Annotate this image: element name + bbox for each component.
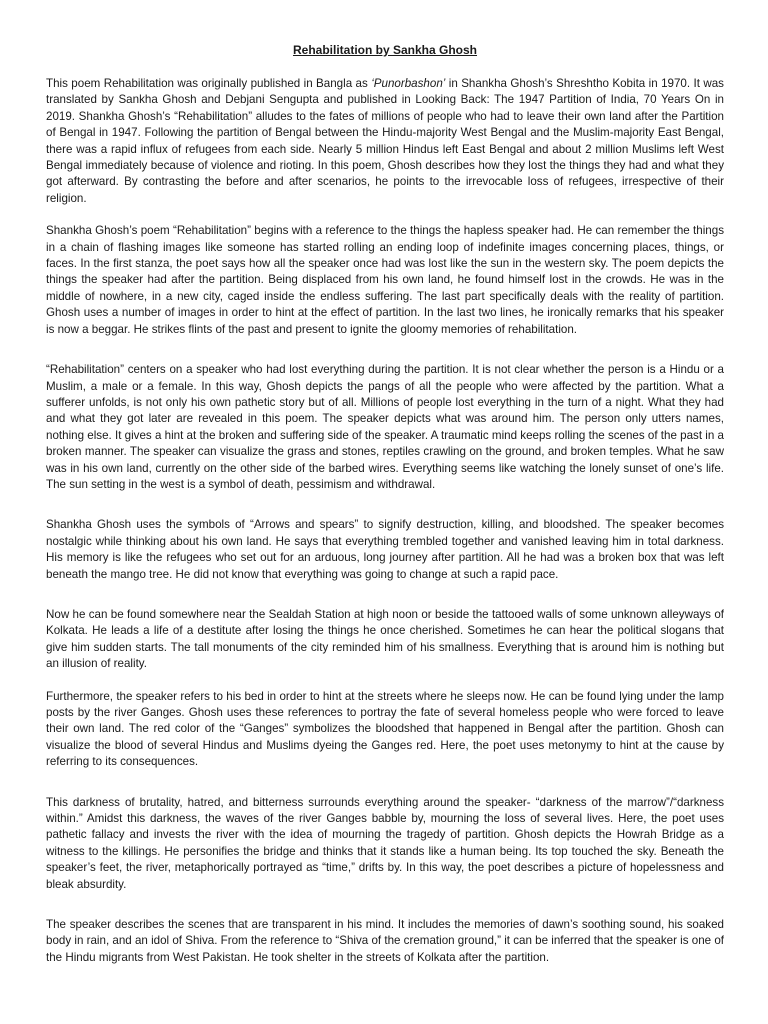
paragraph-5: Now he can be found somewhere near the Sealdah Station at high noon or beside the tattooed walls of some unknown alleyways of Kolkata. He leads a life of a destitute after losing the things he once cherished. Sometimes he can hear the political slogans that give him sudden starts. The tall monuments of the city reminded him of his smallness. Everything that is around him is nothing but an illusion of reality.	[46, 607, 724, 671]
paragraph-2: Shankha Ghosh’s poem “Rehabilitation” begins with a reference to the things the hapless speaker had. He can remember the things in a chain of flashing images like someone has started rolling an ending loop of indefinite images concerning places, things, or faces. In the first stanza, the poet says how all the speaker once had was lost like the sun in the western sky. The poem depicts the things the speaker had after the partition. Being displaced from his own land, he found himself lost in the crowds. He was in the middle of nowhere, in a new city, caged inside the endless suffering. The last part specifically deals with the reality of partition. Ghosh uses a number of images in order to hint at the effect of partition. In the last two lines, he ironically remarks that his speaker is now a beggar. He strikes flints of the past and present to ignite the gloomy memories of rehabilitation.	[46, 224, 724, 336]
paragraph-8: The speaker describes the scenes that are transparent in his mind. It includes the memories of dawn’s soothing sound, his soaked body in rain, and an idol of Shiva. From the reference to “Shiva of the cremation ground,” it can be inferred that the speaker is one of the Hindu migrants from West Pakistan. He took shelter in the streets of Kolkata after the partition.	[46, 918, 724, 964]
document-title: Rehabilitation by Sankha Ghosh	[292, 43, 478, 57]
intro-text-after: in Shankha Ghosh’s Shreshtho Kobita in 1970. It was translated by Sankha Ghosh and Debjani Sengupta and published in Looking Back: The 1947 Partition of India, 70 Years On in 2019. Shankha Ghosh’s “Rehabilitation” alludes to the fates of millions of people who had to leave their own land after the Partition of Bengal in 1947. Following the partition of Bengal between the Hindu-majority West Bengal and the Muslim-majority East Bengal, there was a rapid influx of refugees from each side. Nearly 5 million Hindus left East Bengal and about 2 million Muslims left West Bengal immediately because of violence and rioting. In this poem, Ghosh describes how they lost the things they had and what they got afterward. By contrasting the before and after scenarios, he points to the irrevocable loss of refugees, irrespective of their religion.	[46, 77, 724, 205]
paragraph-3: “Rehabilitation” centers on a speaker who had lost everything during the partition. It is not clear whether the person is a Hindu or a Muslim, a male or a female. In this way, Ghosh depicts the pangs of all the people who were affected by the partition. What a sufferer unfolds, is not only his own pathetic story but of all. Millions of people lost everything in the turn of a night. What they had and what they got later are revealed in this poem. The speaker depicts what was around him. The person only utters names, nothing else. It gives a hint at the broken and suffering side of the speaker. A traumatic mind keeps rolling the scenes of the past in a broken manner. The speaker can visualize the grass and stones, reptiles crawling on the ground, and broken temples. What he saw was in his own land, currently on the other side of the barbed wires. Everything seems like watching the lonely sunset of one’s life. The sun setting in the west is a symbol of death, pessimism and withdrawal.	[46, 363, 724, 491]
intro-text-before: This poem Rehabilitation was originally published in Bangla as	[46, 77, 372, 90]
intro-italic-title: ‘Punorbashon’	[371, 77, 446, 90]
paragraph-intro	[46, 76, 724, 207]
paragraph-6: Furthermore, the speaker refers to his bed in order to hint at the streets where he sleeps now. He can be found lying under the lamp posts by the river Ganges. Ghosh uses these references to portray the fate of several homeless people who were forced to leave their own land. The red color of the “Ganges” symbolizes the bloodshed that happened in Bengal after the partition. Ghosh can visualize the blood of several Hindus and Muslims dyeing the Ganges red. Here, the poet uses metonymy to hint at the cause by referring to its consequences.	[46, 689, 724, 769]
paragraph-4: Shankha Ghosh uses the symbols of “Arrows and spears” to signify destruction, killing, and bloodshed. The speaker becomes nostalgic while thinking about his own land. He says that everything trembled together and vanished leaving him in total darkness. His memory is like the refugees who set out for an arduous, long journey after partition. All he had was a broken box that was left beneath the mango tree. He did not know that everything was going to change at such a rapid pace.	[46, 518, 724, 581]
paragraph-7: This darkness of brutality, hatred, and bitterness surrounds everything around the speaker- “darkness of the marrow”/“darkness within.” Amidst this darkness, the waves of the river Ganges babble by, mourning the loss of several lives. Here, the poet uses pathetic fallacy and invests the river with the idea of mourning the tragedy of partition. Ghosh depicts the Howrah Bridge as a witness to the killings. He personifies the bridge and thinks that it stands like a human being. Its top touched the sky. Beneath the speaker’s feet, the river, metaphorically portrayed as “time,” drifts by. In this way, the poet describes a picture of hopelessness and bleak absurdity.	[46, 795, 724, 891]
